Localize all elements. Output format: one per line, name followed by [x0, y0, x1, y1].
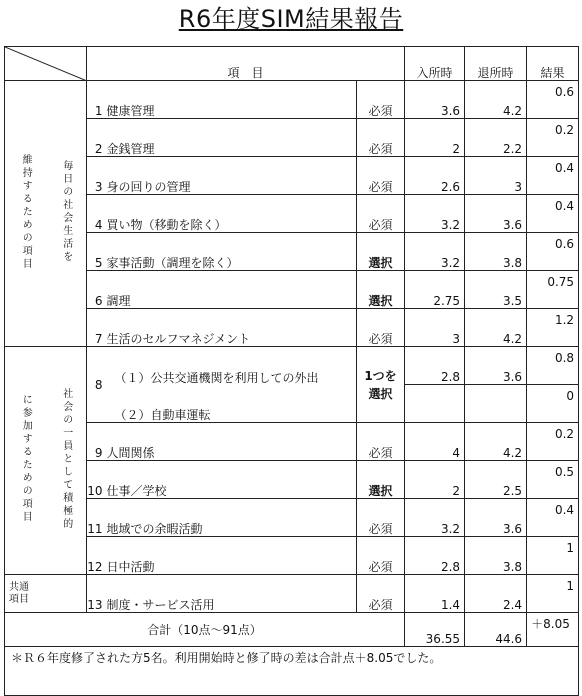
- table-row: [5, 423, 579, 461]
- row-entry: 3: [405, 309, 465, 347]
- row-name: 制度・サービス活用: [105, 575, 357, 613]
- row-req: 選択: [357, 461, 405, 499]
- row-name: （２）自動車運転: [105, 385, 357, 423]
- row-name: 仕事／学校: [105, 461, 357, 499]
- row-exit: 3.6: [465, 195, 527, 233]
- table-row: [5, 195, 579, 233]
- row-entry: 2.6: [405, 157, 465, 195]
- report-title: R6年度SIM結果報告: [178, 5, 404, 33]
- row-no: 1: [87, 81, 105, 119]
- row-result: 0.2: [527, 423, 579, 461]
- row-req: 必須: [357, 499, 405, 537]
- category-social: [5, 347, 47, 575]
- row-entry: 2: [405, 119, 465, 157]
- category-daily-right-cell: [47, 81, 87, 347]
- row-entry: 2.8: [405, 347, 465, 385]
- row-no: 3: [87, 157, 105, 195]
- row-name: 日中活動: [105, 537, 357, 575]
- row-exit: [465, 385, 527, 423]
- row-entry: [405, 385, 465, 423]
- header-result: 結果: [527, 47, 579, 81]
- row-name: 家事活動（調理を除く）: [105, 233, 357, 271]
- row-no: 10: [87, 461, 105, 499]
- row-req: 必須: [357, 537, 405, 575]
- row-entry: 2: [405, 461, 465, 499]
- category-daily-right: 毎日の社会生活を: [60, 160, 72, 264]
- row-name: 身の回りの管理: [105, 157, 357, 195]
- total-label: 合計（10点〜91点）: [5, 613, 405, 647]
- row-no: 12: [87, 537, 105, 575]
- total-exit: 44.6: [465, 613, 527, 647]
- row-req: 必須: [357, 309, 405, 347]
- row-exit: 3.8: [465, 537, 527, 575]
- row-req: 必須: [357, 423, 405, 461]
- total-result: ＋8.05: [527, 613, 579, 647]
- category-daily-left: 維持するための項目: [20, 153, 32, 271]
- row-result: 1.2: [527, 309, 579, 347]
- table-row: [5, 347, 579, 385]
- row-exit: 4.2: [465, 81, 527, 119]
- row-req: 選択: [357, 271, 405, 309]
- row-name: 買い物（移動を除く）: [105, 195, 357, 233]
- header-corner: [5, 47, 87, 81]
- table-row: [5, 81, 579, 119]
- row-name: 調理: [105, 271, 357, 309]
- result-table: [4, 46, 579, 696]
- table-row: [5, 157, 579, 195]
- row-exit: 3.6: [465, 499, 527, 537]
- category-social-left: に参加するための項目: [20, 394, 32, 524]
- row-entry: 3.2: [405, 499, 465, 537]
- row-req-line2: 選択: [368, 386, 393, 401]
- table-row: [5, 461, 579, 499]
- row-entry: 3.2: [405, 195, 465, 233]
- table-row: [5, 309, 579, 347]
- row-no: 6: [87, 271, 105, 309]
- row-no: 2: [87, 119, 105, 157]
- row-exit: 2.2: [465, 119, 527, 157]
- row-no: 7: [87, 309, 105, 347]
- row-result: 1: [527, 575, 579, 613]
- note-text: ＊Ｒ６年度修了された方5名。利用開始時と修了時の差は合計点＋8.05でした。: [5, 647, 579, 696]
- row-entry: 1.4: [405, 575, 465, 613]
- row-name: 地域での余暇活動: [105, 499, 357, 537]
- note-row: [5, 647, 579, 696]
- row-name: （１）公共交通機関を利用しての外出: [105, 347, 357, 385]
- row-req-line1: 1つを: [364, 368, 397, 383]
- category-common-top: 共通: [9, 581, 29, 593]
- row-req: 必須: [357, 157, 405, 195]
- row-result: 0.6: [527, 81, 579, 119]
- row-exit: 3.8: [465, 233, 527, 271]
- row-name: 金銭管理: [105, 119, 357, 157]
- row-exit: 2.4: [465, 575, 527, 613]
- total-row: [5, 613, 579, 647]
- row-entry: 2.8: [405, 537, 465, 575]
- table-row: [5, 537, 579, 575]
- row-result: 0: [527, 385, 579, 423]
- row-result: 1: [527, 537, 579, 575]
- row-no: 5: [87, 233, 105, 271]
- row-result: 0.4: [527, 195, 579, 233]
- row-result: 0.5: [527, 461, 579, 499]
- row-name: 健康管理: [105, 81, 357, 119]
- category-common-bottom: 項目: [9, 593, 29, 605]
- row-req: 必須: [357, 81, 405, 119]
- category-social-right-cell: [47, 347, 87, 575]
- diagonal-line: [5, 47, 87, 81]
- row-entry: 2.75: [405, 271, 465, 309]
- row-exit: 4.2: [465, 309, 527, 347]
- row-exit: 4.2: [465, 423, 527, 461]
- row-name: 生活のセルフマネジメント: [105, 309, 357, 347]
- row-no: 13: [87, 575, 105, 613]
- row-result: 0.4: [527, 157, 579, 195]
- row-entry: 4: [405, 423, 465, 461]
- table-row: [5, 575, 579, 613]
- row-result: 0.6: [527, 233, 579, 271]
- row-result: 0.2: [527, 119, 579, 157]
- header-exit: 退所時: [465, 47, 527, 81]
- row-req-choose: [357, 347, 405, 423]
- row-entry: 3.6: [405, 81, 465, 119]
- row-no: 11: [87, 499, 105, 537]
- row-exit: 3.5: [465, 271, 527, 309]
- row-exit: 3.6: [465, 347, 527, 385]
- row-no: 9: [87, 423, 105, 461]
- header-row: [5, 47, 579, 81]
- category-social-right: 社会の一員として積極的: [60, 387, 72, 531]
- category-daily: [5, 81, 47, 347]
- table-row: [5, 233, 579, 271]
- table-row: [5, 119, 579, 157]
- row-req: 必須: [357, 195, 405, 233]
- row-exit: 3: [465, 157, 527, 195]
- row-result: 0.8: [527, 347, 579, 385]
- row-no: 4: [87, 195, 105, 233]
- row-req: 必須: [357, 119, 405, 157]
- row-result: 0.75: [527, 271, 579, 309]
- total-entry: 36.55: [405, 613, 465, 647]
- category-common: [5, 575, 87, 613]
- row-req: 選択: [357, 233, 405, 271]
- row-exit: 2.5: [465, 461, 527, 499]
- table-row: [5, 499, 579, 537]
- row-name: 人間関係: [105, 423, 357, 461]
- row-no: 8: [87, 347, 105, 423]
- row-result: 0.4: [527, 499, 579, 537]
- header-item: 項 目: [87, 47, 405, 81]
- row-entry: 3.2: [405, 233, 465, 271]
- header-entry: 入所時: [405, 47, 465, 81]
- table-row: [5, 271, 579, 309]
- row-req: 必須: [357, 575, 405, 613]
